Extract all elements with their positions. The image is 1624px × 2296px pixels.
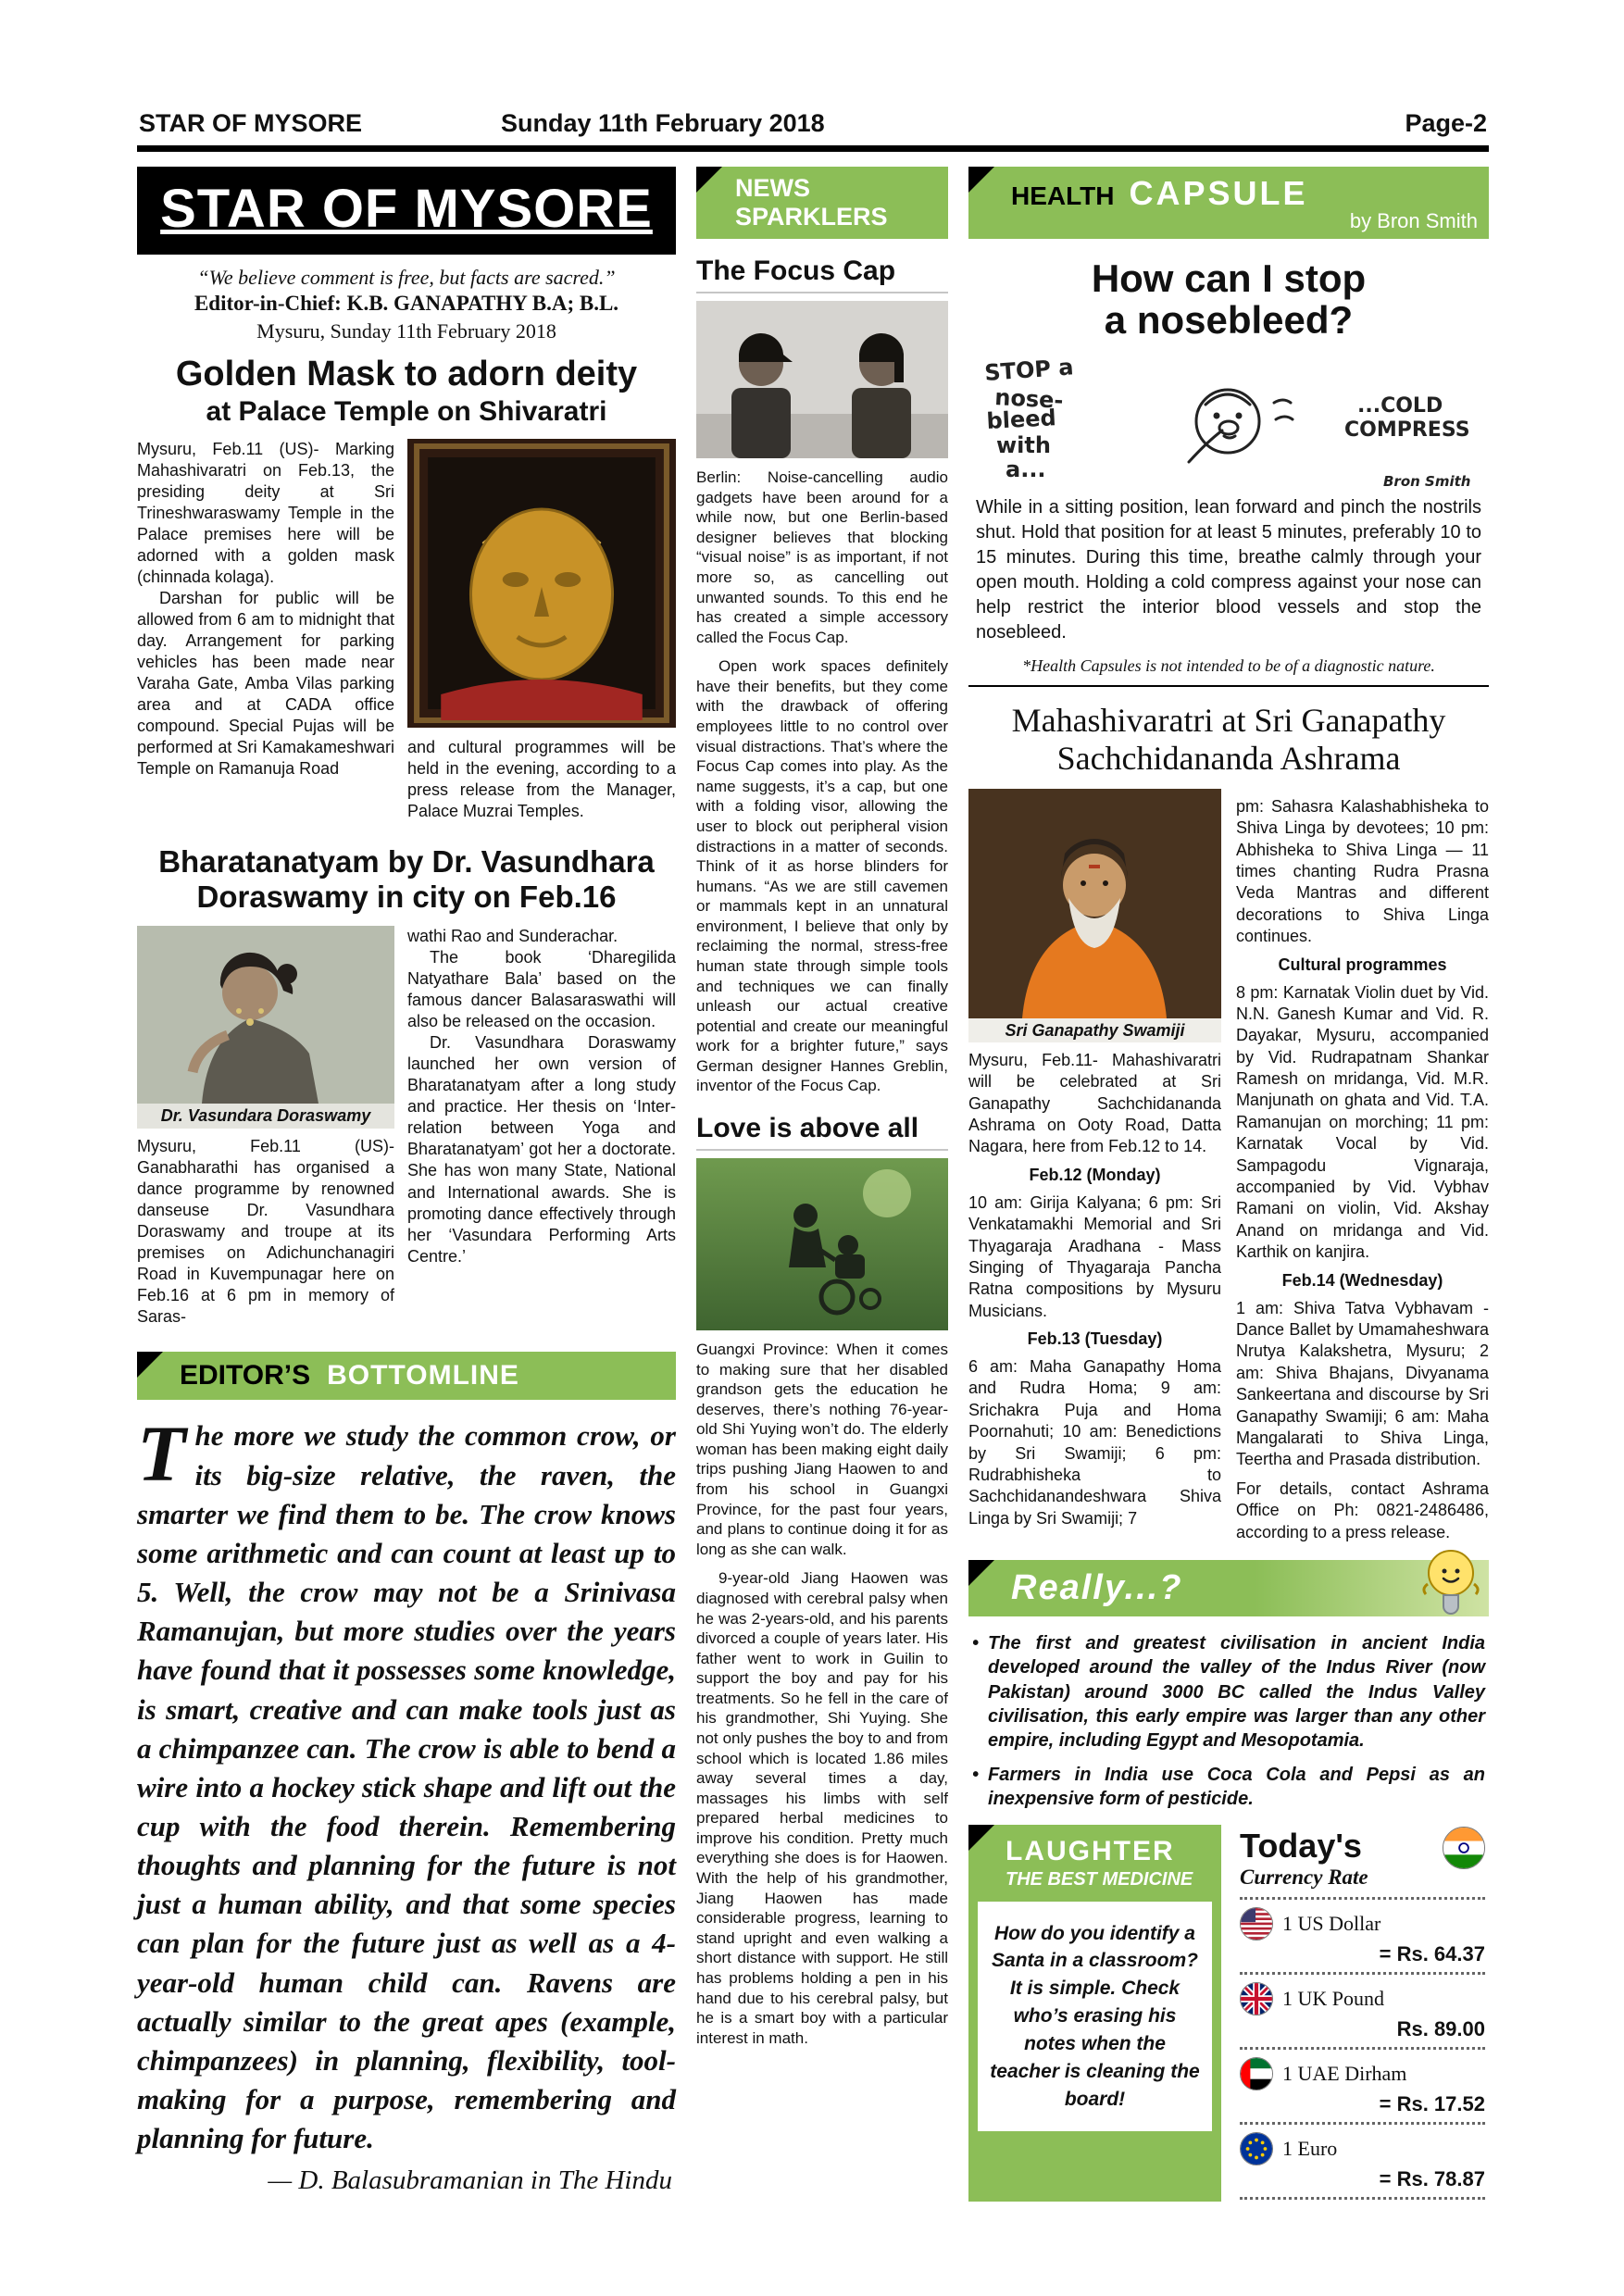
svg-text:...COLD: ...COLD <box>1357 393 1443 418</box>
editor-in-chief: Editor-in-Chief: K.B. GANAPATHY B.A; B.L. <box>194 292 619 315</box>
middle-column <box>696 167 948 2202</box>
article-paragraph: pm: Sahasra Kalashabhisheka to Shiva Linga by devotees; 10 pm: Abhisheka to Shiva Linga — 11 times chanting Rudra Prasna Veda Mantras and different decorations to Shiva Linga continues. <box>1236 796 1489 946</box>
right-column <box>968 167 1489 2202</box>
bottomline-attribution: — D. Balasubramanian in The Hindu <box>268 2165 672 2196</box>
article-paragraph: Dr. Vasundhara Doraswamy launched her own version of Bharatanatyam after a long study and practice. Her thesis on ‘Inter-relation between Yoga and Bharatanatyam’ got her a doctorate. She has won many State, National and International awards. She is promoting dance effectively through her ‘Vasundara Performing Arts Centre.’ <box>407 1033 676 1266</box>
photo-caption: Sri Ganapathy Swamiji <box>968 1018 1221 1042</box>
golden-mask-photo <box>407 439 676 728</box>
masthead <box>137 167 676 343</box>
essay-text: he more we study the common crow, or its big-size relative, the raven, the smarter we find them to be. The crow knows some arithmetic and can count at least up to 5. Well, the crow may not be a Srinivasa Ramanujan, but more studies over the years have found that it possesses some knowledge, is smart, creative and can make tools just as a chimpanzee can. The crow is able to bend a wire into a hockey stick shape and lift out the cup with the food therein. Remembering thoughts and planning for the future is not just a human ability, and that some species can plan for the future just as well as a 4-year-old human child can. Ravens are actually similar to the great apes (example, chimpanzees) in planning, flexibility, tool-making for a purpose, remembering and planning for future. <box>137 1419 676 2155</box>
dancer-photo <box>137 926 394 1104</box>
banner-label: CAPSULE <box>1129 174 1308 212</box>
article-paragraph: 8 pm: Karnatak Violin duet by Vid. N.N. Ganesh Kumar and Vid. R. Dayakar, Mysuru, accompanied by Vid. Rudrapatnam Shankar Ramesh on mridanga, Vid. M.R. Manjunath on ghata and Vid. T.A. Ramanujan on morching; 11 pm: Karnatak Vocal by Vid. Sampagodu Vignaraja, accompanied by Vid. Vybhav Ramani on violin, Vid. Akshay Anand on mridanga and Vid. Karthik on kanjira. <box>1236 982 1489 1262</box>
article-headline: Bharatanatyam by Dr. Vasundhara <box>158 844 655 880</box>
section-divider <box>968 685 1489 687</box>
news-sparklers-banner <box>696 167 948 239</box>
schedule-day-heading: Feb.13 (Tuesday) <box>1027 1329 1163 1349</box>
article-headline: Golden Mask to adorn deity <box>175 355 638 393</box>
currency-row: 1 UAE Dirham = Rs. 17.52 <box>1240 2050 1485 2125</box>
editors-bottomline <box>137 1352 676 2196</box>
masthead-motto: “We believe comment is free, but facts are sacred.” <box>197 266 616 289</box>
header-rule <box>137 145 1489 152</box>
article-paragraph: wathi Rao and Sunderachar. <box>407 927 618 946</box>
banner-label: THE BEST MEDICINE <box>1006 1868 1193 1890</box>
focus-cap-photo <box>696 301 948 458</box>
joke-text: How do you identify a Santa in a classroom? It is simple. Check who’s erasing his notes when the teacher is cleaning the board! <box>978 1902 1212 2132</box>
svg-text:with: with <box>996 431 1051 458</box>
svg-text:nose-: nose- <box>993 383 1065 414</box>
article-paragraph: 10 am: Girija Kalyana; 6 pm: Sri Venkatamakhi Memorial and Sri Thyagaraja Aradhana - Mass Singing of Thyagaraja Pancha Ratna compositions by Mysuru Musicians. <box>968 1192 1221 1320</box>
banner-label: LAUGHTER <box>1006 1835 1175 1866</box>
bottomline-essay <box>137 1409 676 2158</box>
swamiji-photo <box>968 789 1221 1018</box>
schedule-day-heading: Feb.12 (Monday) <box>1029 1165 1161 1184</box>
drop-cap: T <box>137 1409 186 1499</box>
page-header <box>137 109 1489 145</box>
svg-text:COMPRESS: COMPRESS <box>1344 418 1470 442</box>
masthead-dateline: Mysuru, Sunday 11th February 2018 <box>256 319 556 343</box>
svg-text:a...: a... <box>1006 455 1046 482</box>
health-capsule-banner <box>968 167 1489 239</box>
article-subheadline: at Palace Temple on Shivaratri <box>206 396 607 427</box>
editors-bottomline-banner <box>137 1352 676 1400</box>
article-paragraph: Mysuru, Feb.11 (US)- Marking Mahashivaratri on Feb.13, the presiding deity at Sri Trineshwaraswamy Temple in the Palace premises here will be adorned with a golden mask (chinnada kolaga). <box>137 440 394 587</box>
focus-cap-headline: The Focus Cap <box>696 256 948 293</box>
article-paragraph: For details, contact Ashrama Office on Ph: 0821-2486486, according to a press release. <box>1236 1479 1489 1541</box>
india-flag-icon <box>1443 1827 1485 1869</box>
banner-label: Really...? <box>1011 1567 1183 1607</box>
fact-item: • The first and greatest civilisation in ancient India developed around the valley of the Indus River (now Pakistan) around 3000 BC called the Indus Valley civilisation, this early empire was larger than any other empire, including Egypt and Mesopotamia. <box>972 1631 1485 1753</box>
currency-row: 1 US Dollar = Rs. 64.37 <box>1240 1900 1485 1975</box>
article-paragraph: Open work spaces definitely have their benefits, but they come with the drawback of offering employees little to no control over visual distractions. That’s where the Focus Cap comes into play. As the name suggests, it’s a cap, but one with a folding visor, allowing the user to block out peripheral vision distractions in a matter of seconds. Think of it as horse blinders for humans. “As we are still cavemen or mammals kept in an unnatural environment, I believe that only by reclaiming the normal, stress-free human state through simple tools and techniques we can finally unleash our actual creative potential and create our meaningful work for a brighter future,” says German designer Hannes Greblin, inventor of the Focus Cap. <box>696 657 948 1095</box>
wheelchair-photo <box>696 1158 948 1330</box>
svg-text:STOP a: STOP a <box>983 354 1075 386</box>
article-mahashivaratri <box>968 702 1489 1543</box>
banner-label: HEALTH <box>1011 181 1115 210</box>
schedule-day-heading: Feb.14 (Wednesday) <box>1281 1270 1443 1290</box>
cartoonist-byline: by Bron Smith <box>1349 209 1478 232</box>
currency-subtitle: Currency Rate <box>1240 1865 1368 1889</box>
health-answer: While in a sitting position, lean forward and pinch the nostrils shut. Hold that position for at least 5 minutes, preferably 10 to 15 minutes. During this time, breathe calmly through your open mouth. Holding a cold compress against your nose can help restrict the interior blood vessels and stop the nosebleed. <box>976 496 1481 643</box>
us-flag-icon <box>1240 1907 1273 1940</box>
article-headline: Mahashivaratri at Sri Ganapathy Sachchidananda Ashrama <box>1011 701 1446 777</box>
article-paragraph: Guangxi Province: When it comes to making sure that her disabled grandson gets the education he deserves, there’s nothing 76-year-old Shi Yuying won’t do. The elderly woman has been making eight daily trips pushing Jiang Haowen to and from his school in Guangxi Province, for the past four years, and plans to continue doing it for as long as she can walk. <box>696 1341 948 1558</box>
banner-label: BOTTOMLINE <box>327 1360 519 1391</box>
banner-label: SPARKLERS <box>735 203 888 231</box>
lightbulb-mascot-icon <box>1418 1543 1483 1621</box>
article-paragraph: 9-year-old Jiang Haowen was diagnosed with cerebral palsy when he was 2-years-old, and his parents divorced a couple of years later. His father went to work in Guilin to support the boy and pay for his treatments. So he fell in the care of his grandmother, Shi Yuying. She not only pushes the boy to and from school which is located 1.86 miles away several times a day, massages his limbs with self prepared herbal medicines to improve his condition. Pretty much everything she does is for Haowen. With the help of his grandmother, Jiang Haowen has made considerable progress, learning to stand upright and even walking a short distance with support. He still has problems holding a pen in his hand due to his cerebral palsy, but he is a smart boy with a particular interest in math. <box>696 1569 948 2047</box>
article-paragraph: Mysuru, Feb.11 (US)- Ganabharathi has organised a dance programme by renowned danseuse Dr. Vasundhara Doraswamy and troupe at its premises on Adichunchanagiri Road in Kuvempunagar here on Feb.16 at 6 pm in memory of Saras- <box>137 1137 394 1327</box>
uae-flag-icon <box>1240 2057 1273 2090</box>
currency-title: Today's <box>1240 1826 1362 1865</box>
health-question: How can I stop a nosebleed? <box>1091 256 1367 343</box>
currency-box <box>1236 1825 1489 2202</box>
left-column <box>137 167 676 2202</box>
article-paragraph: Darshan for public will be allowed from 6 am to midnight that day. Arrangement for parking vehicles has been made near Varaha Gate, Amba Vilas parking area and at CADA office compound. Special Pujas will be performed at Sri Kamakameshwari Temple on Ramanuja Road <box>137 589 394 779</box>
banner-label: NEWS <box>735 174 810 202</box>
article-bharatanatyam <box>137 844 676 1328</box>
eu-flag-icon <box>1240 2132 1273 2165</box>
article-golden-mask <box>137 355 676 822</box>
currency-row: 1 UK Pound Rs. 89.00 <box>1240 1975 1485 2050</box>
newspaper-page <box>137 109 1489 2202</box>
issue-date: Sunday 11th February 2018 <box>501 109 825 137</box>
love-headline: Love is above all <box>696 1113 948 1151</box>
article-paragraph: and cultural programmes will be held in the evening, according to a press release from the Manager, Palace Muzrai Temples. <box>407 738 676 821</box>
uk-flag-icon <box>1240 1982 1273 2015</box>
bullet-marker: • <box>972 1632 980 1653</box>
currency-row: 1 Euro = Rs. 78.87 <box>1240 2125 1485 2200</box>
svg-text:Bron Smith: Bron Smith <box>1383 472 1471 490</box>
article-paragraph: 1 am: Shiva Tatva Vybhavam - Dance Ballet by Umamaheshwara Nrutya Kalakshetra, Mysuru; 2 am: Shiva Bhajans, Divyanama Sankeertana and discourse by Sri Ganapathy Swamiji; 6 am: Maha Mangalarati to Shiva Linga, Teertha and Prasada distribution. <box>1236 1298 1489 1469</box>
article-paragraph: Berlin: Noise-cancelling audio gadgets have been around for a while now, but one Berlin-based designer believes that blocking “visual noise” is as important, if not more so, as cancelling out unwanted sounds. To this end he has created a simple accessory called the Focus Cap. <box>696 468 948 646</box>
svg-text:bleed: bleed <box>985 404 1057 434</box>
bullet-marker: • <box>972 1764 980 1785</box>
really-banner <box>968 1560 1489 1616</box>
article-paragraph: The book ‘Dharegilida Natyathare Bala’ based on the famous dancer Balasaraswathi will also be released on the occasion. <box>407 948 676 1031</box>
page-columns <box>137 167 1489 2202</box>
masthead-title: STAR OF MYSORE <box>160 179 653 239</box>
masthead-box <box>137 167 676 255</box>
article-paragraph: 6 am: Maha Ganapathy Homa and Rudra Homa; 9 am: Srichakra Puja and Homa Poornahuti; 10 am: Benedictions by Sri Swamiji; 6 pm: Rudrabhisheka to Sachchidanandeshwara Shiva Linga by Sri Swamiji; 7 <box>968 1357 1221 1528</box>
really-facts <box>972 1631 1485 1812</box>
photo-caption: Dr. Vasundara Doraswamy <box>137 1104 394 1129</box>
laughter-box <box>968 1825 1221 2202</box>
article-paragraph: Mysuru, Feb.11- Mahashivaratri will be celebrated at Sri Ganapathy Sachchidananda Ashrama on Ooty Road, Datta Nagara, here from Feb.12 to 14. <box>968 1050 1221 1156</box>
currency-header <box>1240 1827 1485 1900</box>
nosebleed-cartoon <box>968 347 1489 495</box>
page-number: Page-2 <box>1405 109 1487 137</box>
fact-item: • Farmers in India use Coca Cola and Pepsi as an inexpensive form of pesticide. <box>972 1763 1485 1812</box>
schedule-day-heading: Cultural programmes <box>1278 955 1447 974</box>
banner-label: EDITOR’S <box>180 1360 311 1391</box>
article-headline: Doraswamy in city on Feb.16 <box>196 880 617 915</box>
health-disclaimer: *Health Capsules is not intended to be of a diagnostic nature. <box>1022 655 1435 675</box>
paper-name: STAR OF MYSORE <box>139 109 363 137</box>
